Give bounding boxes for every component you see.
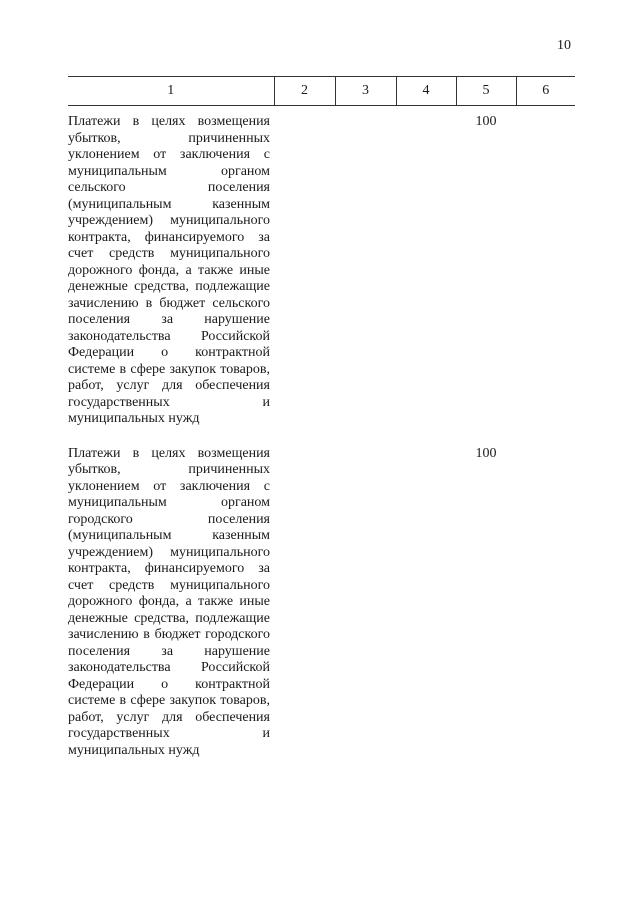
page-number: 10 — [557, 38, 571, 53]
row-col-2 — [274, 106, 335, 438]
row-col-3 — [335, 438, 396, 770]
budget-table — [68, 76, 575, 769]
row-col-4 — [396, 438, 456, 770]
row-col-2 — [274, 438, 335, 770]
header-row — [68, 77, 575, 106]
row-col-6 — [516, 438, 575, 770]
header-col-3: 3 — [335, 77, 396, 106]
row-col-5: 100 — [475, 445, 497, 461]
header-col-6: 6 — [516, 77, 575, 106]
row-col-3 — [335, 106, 396, 438]
header-col-5: 5 — [456, 77, 516, 106]
row-description: Платежи в целях возмещения убытков, причиненных уклонением от заключения с муниципальным органом сельского поселения (муниципальным казенным учреждением) муниципального контракта, финансируемого за счет средств муниципального дорожного фонда, а также иные денежные средства, подлежащие зачислению в бюджет сельского поселения за нарушение законодательства Российской Федерации о контрактной системе в сфере закупок товаров, работ, услуг для обеспечения государственных и муниципальных нужд — [68, 114, 270, 426]
header-col-1: 1 — [68, 77, 274, 106]
header-col-4: 4 — [396, 77, 456, 106]
row-col-5: 100 — [475, 114, 497, 129]
table-row — [68, 106, 575, 438]
header-col-2: 2 — [274, 77, 335, 106]
row-col-4 — [396, 106, 456, 438]
row-col-6 — [516, 106, 575, 438]
row-description: Платежи в целях возмещения убытков, причиненных уклонением от заключения с муниципальным органом городского поселения (муниципальным казенным учреждением) муниципального контракта, финансируемого за счет средств муниципального дорожного фонда, а также иные денежные средства, подлежащие зачислению в бюджет городского поселения за нарушение законодательства Российской Федерации о контрактной системе в сфере закупок товаров, работ, услуг для обеспечения государственных и муниципальных нужд — [68, 445, 270, 758]
table-row — [68, 438, 575, 770]
